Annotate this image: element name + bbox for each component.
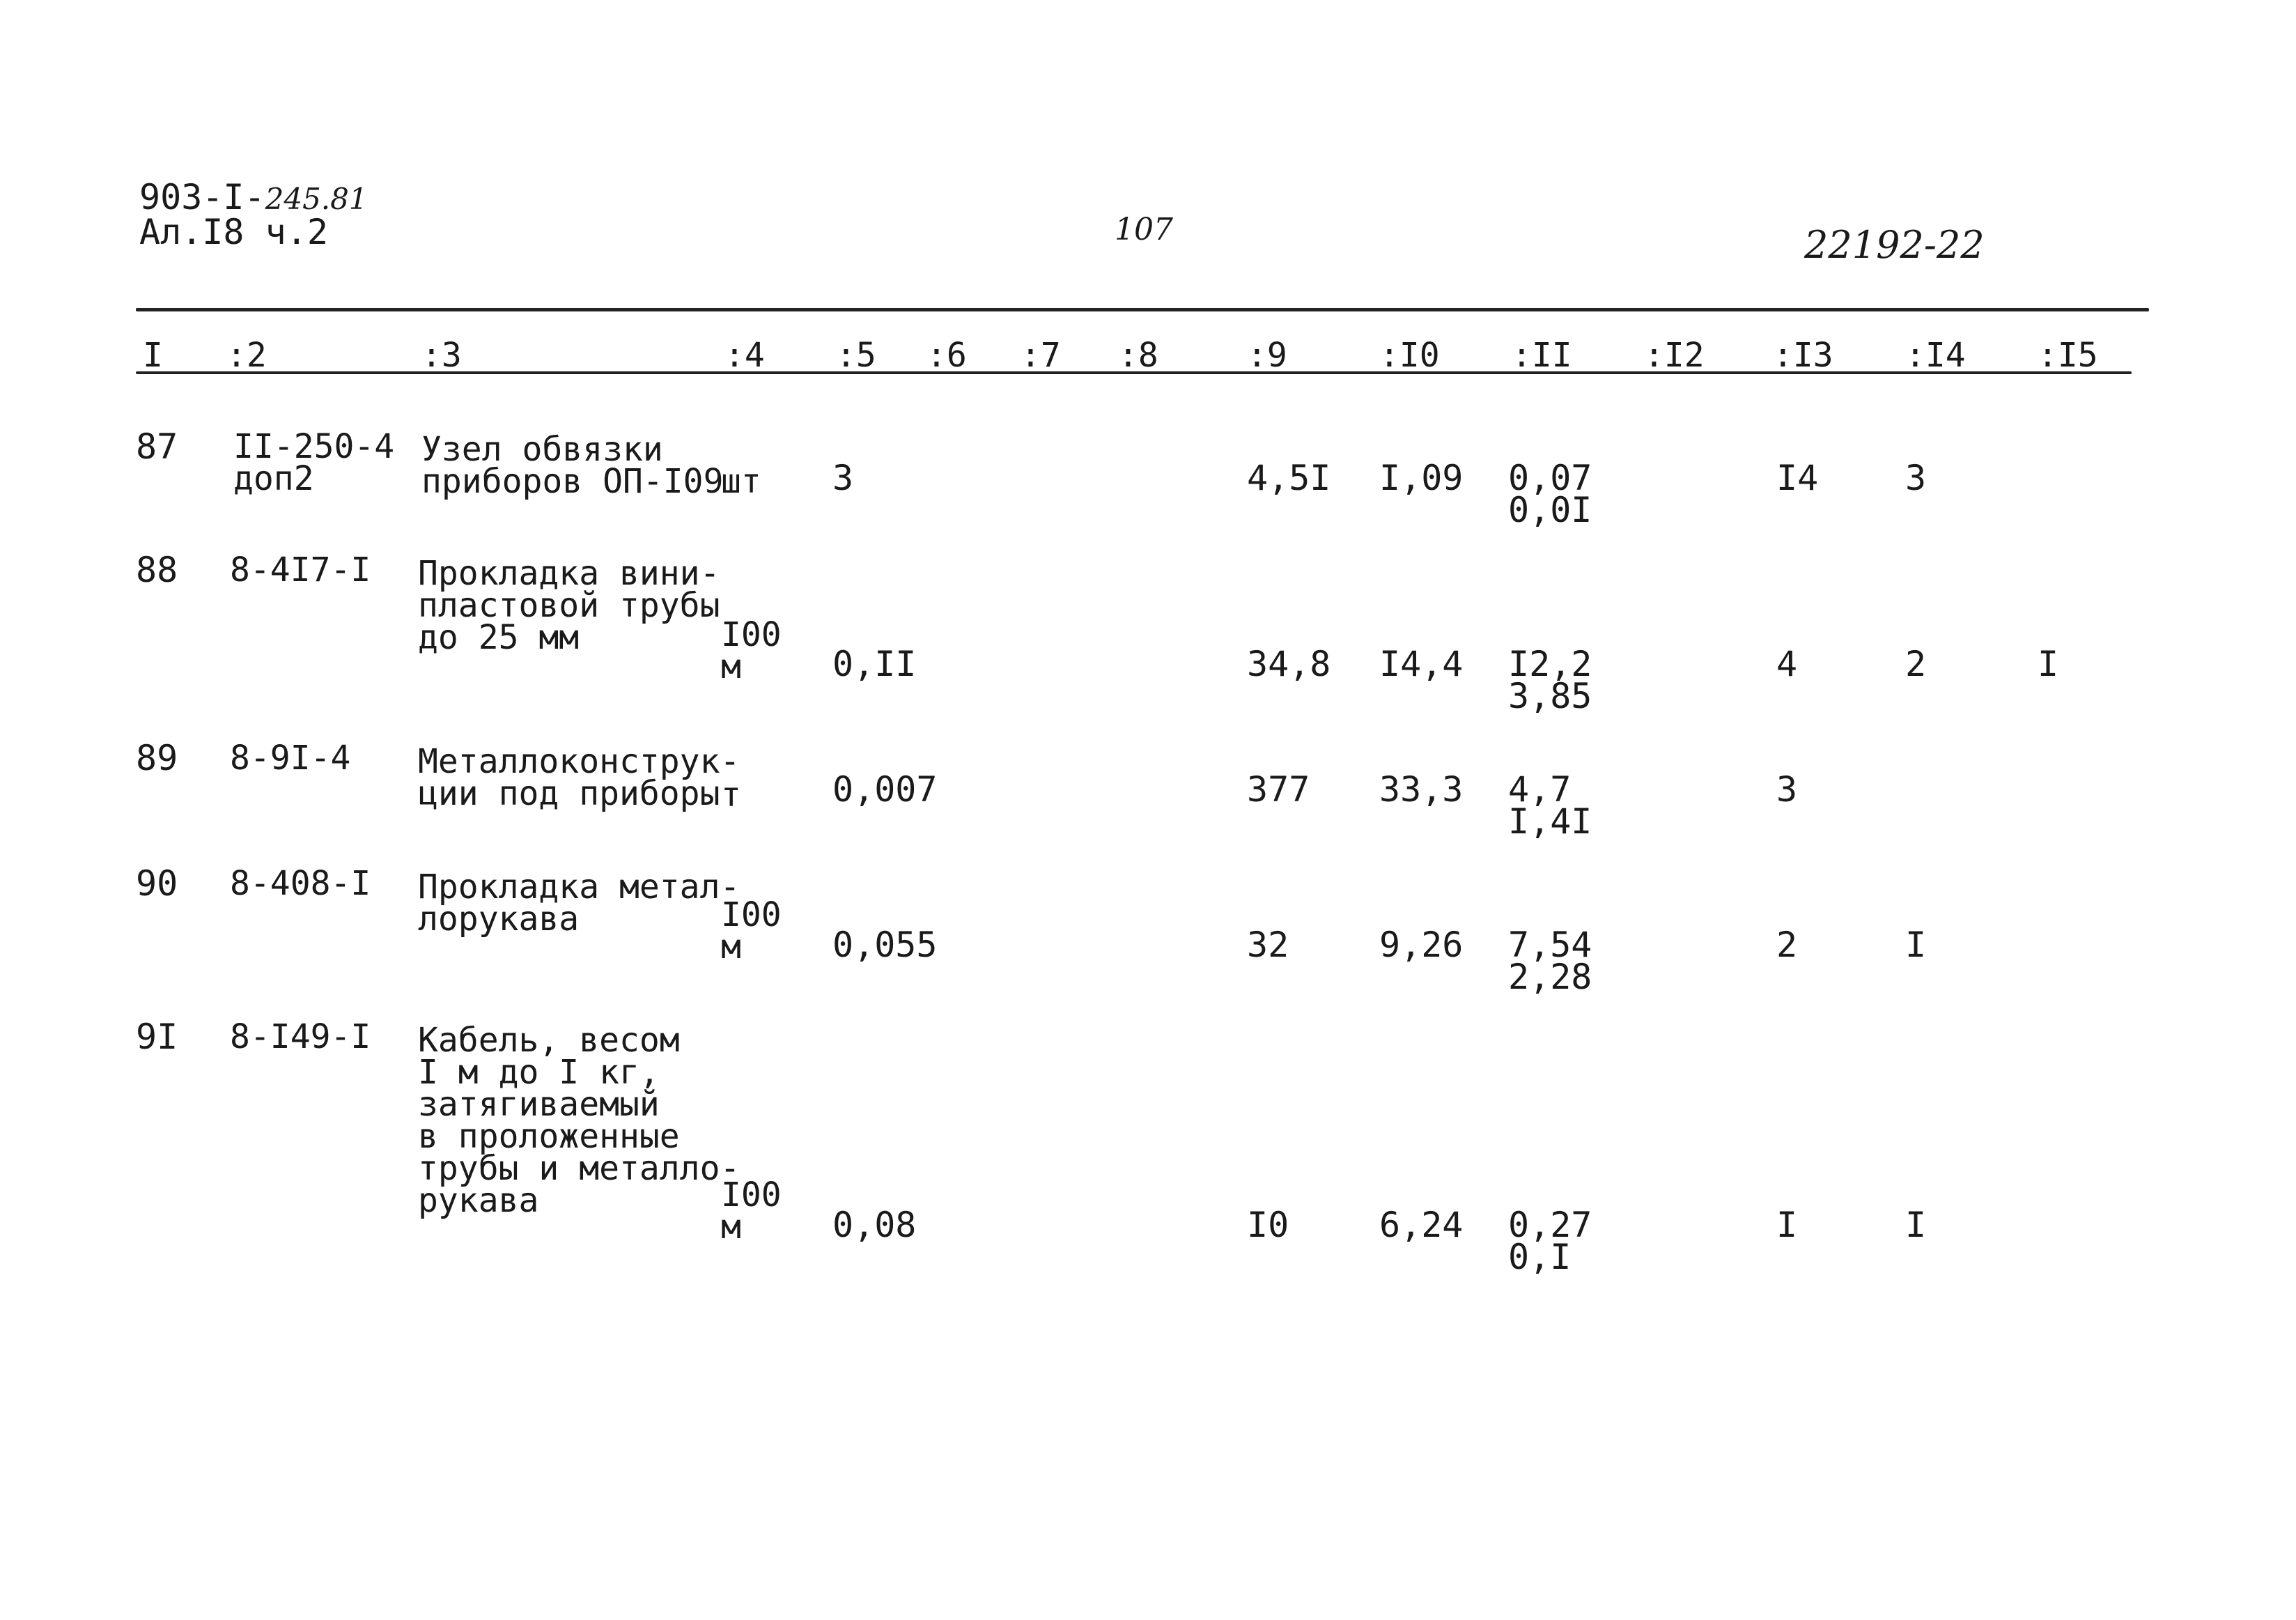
quantity: 0,055	[832, 925, 938, 965]
column-header-11: :II	[1512, 336, 1572, 375]
row-number: 90	[136, 863, 178, 904]
col9-value: 4,5I	[1247, 458, 1331, 498]
column-header-10: :I0	[1379, 336, 1440, 375]
quantity: 0,08	[832, 1205, 917, 1245]
quantity: 0,II	[832, 644, 917, 684]
sheet-code: 22192-22	[1804, 223, 1985, 267]
quantity: 0,007	[832, 769, 938, 810]
document-code-handwritten: 245.81	[265, 182, 368, 216]
row-number: 9I	[136, 1017, 178, 1057]
col10-value: 6,24	[1379, 1205, 1464, 1245]
work-name: Прокладка метал- лорукава	[418, 867, 740, 939]
column-header-14: :I4	[1905, 336, 1966, 375]
unit: т	[721, 776, 741, 815]
work-name: Кабель, весом I м до I кг, затягиваемый в проложенные трубы и металло- рукава	[418, 1021, 740, 1220]
col13-value: 4	[1776, 644, 1798, 684]
column-header-1: I	[143, 336, 163, 375]
col11-value: 0,27 0,I	[1508, 1205, 1592, 1277]
norm-code: 8-408-I	[230, 864, 371, 903]
row-number: 89	[136, 738, 178, 778]
column-header-15: :I5	[2038, 336, 2098, 375]
col9-value: 32	[1247, 925, 1289, 965]
column-header-5: :5	[836, 336, 876, 375]
col13-value: 2	[1776, 925, 1798, 965]
col9-value: 377	[1247, 769, 1310, 810]
unit: I00 м	[721, 615, 782, 686]
column-header-4: :4	[724, 336, 765, 375]
page-number: 107	[1115, 212, 1173, 247]
col9-value: 34,8	[1247, 644, 1331, 684]
col13-value: I	[1776, 1205, 1798, 1245]
col13-value: I4	[1776, 458, 1819, 498]
column-header-8: :8	[1118, 336, 1158, 375]
column-header-2: :2	[226, 336, 267, 375]
work-name: Прокладка вини- пластовой трубы до 25 мм	[418, 554, 720, 657]
col9-value: I0	[1247, 1205, 1289, 1245]
column-header-7: :7	[1021, 336, 1061, 375]
col14-value: I	[1905, 1205, 1927, 1245]
col14-value: 3	[1905, 458, 1927, 498]
col14-value: 2	[1905, 644, 1927, 684]
unit: I00 м	[721, 895, 782, 966]
table-top-rule	[136, 308, 2149, 311]
col14-value: I	[1905, 925, 1927, 965]
col13-value: 3	[1776, 769, 1798, 810]
col10-value: I4,4	[1379, 644, 1464, 684]
unit: I00 м	[721, 1175, 782, 1247]
col11-value: 0,07 0,0I	[1508, 458, 1592, 530]
norm-code: 8-9I-4	[230, 739, 351, 778]
col15-value: I	[2038, 644, 2059, 684]
norm-code: II-250-4 доп2	[233, 427, 395, 498]
col10-value: I,09	[1379, 458, 1464, 498]
work-name: Узел обвязки приборов ОП-I09	[421, 430, 724, 501]
column-header-6: :6	[926, 336, 967, 375]
row-number: 88	[136, 550, 178, 590]
document-code	[139, 177, 368, 217]
col11-value: I2,2 3,85	[1508, 644, 1592, 716]
col11-value: 4,7 I,4I	[1508, 769, 1592, 842]
norm-code: 8-4I7-I	[230, 550, 371, 589]
quantity: 3	[832, 458, 854, 498]
norm-code: 8-I49-I	[230, 1017, 371, 1056]
album-label: Ал.I8 ч.2	[139, 212, 328, 252]
column-header-13: :I3	[1773, 336, 1833, 375]
col10-value: 9,26	[1379, 925, 1464, 965]
unit: шт	[721, 462, 761, 501]
document-code-prefix: 903-I-	[139, 177, 265, 217]
column-header-3: :3	[421, 336, 462, 375]
column-header-12: :I2	[1644, 336, 1705, 375]
col11-value: 7,54 2,28	[1508, 925, 1592, 997]
col10-value: 33,3	[1379, 769, 1464, 810]
work-name: Металлоконструк- ции под приборы	[418, 742, 740, 813]
row-number: 87	[136, 426, 178, 467]
column-header-9: :9	[1247, 336, 1287, 375]
